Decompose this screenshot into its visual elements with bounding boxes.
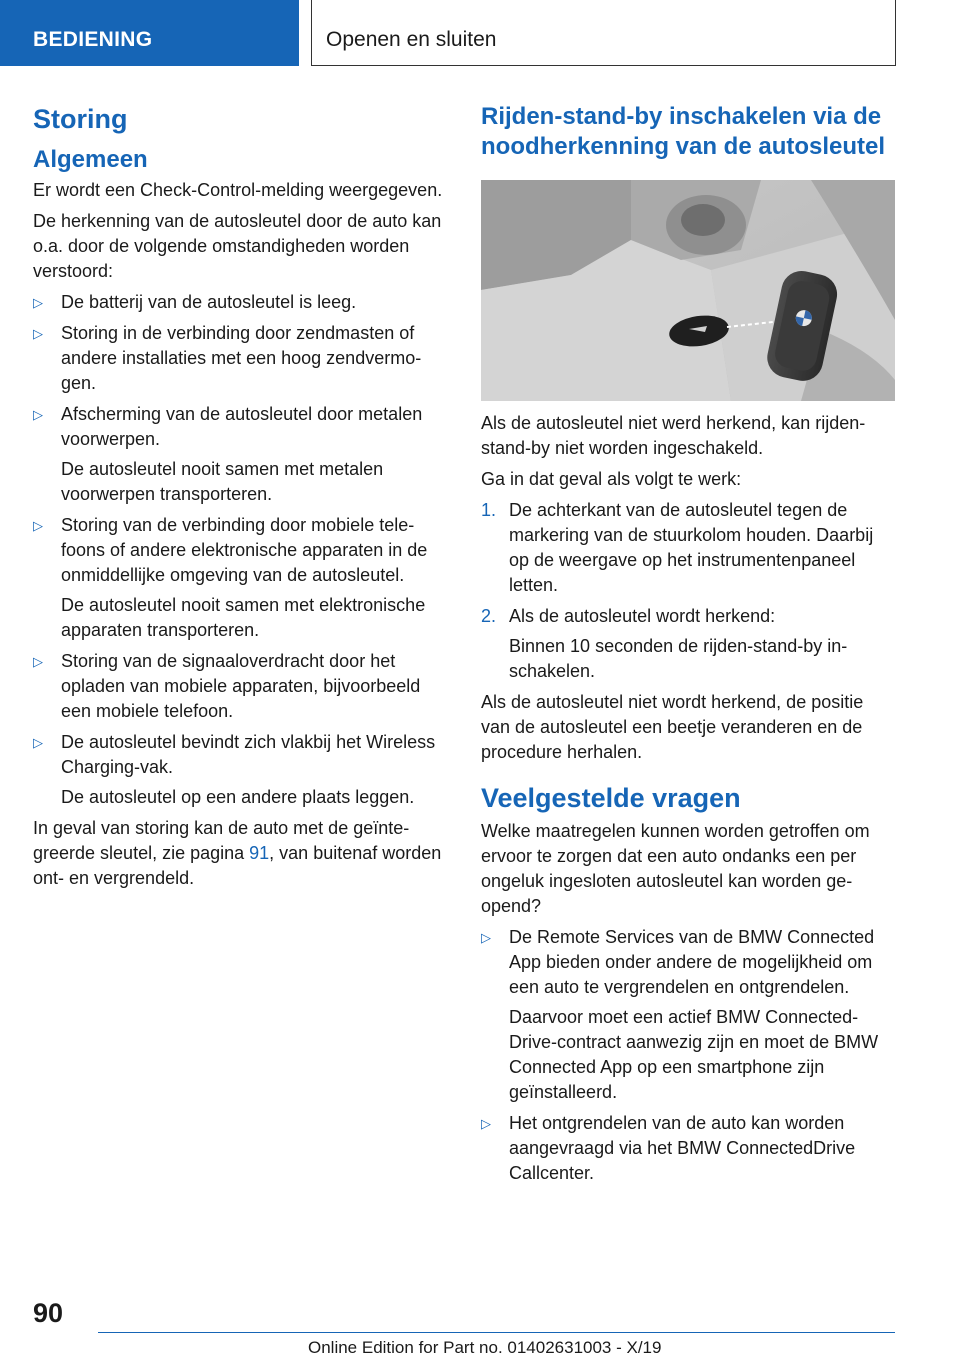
section-heading: Rijden-stand-by inschakelen via de noodherkenning van de autosleutel <box>481 103 886 160</box>
faq-title: Veelgestelde vragen <box>481 783 741 813</box>
right-column <box>481 100 895 1192</box>
paragraph <box>33 816 447 891</box>
triangle-bullet-icon: ▷ <box>33 654 43 669</box>
list-item <box>33 513 447 643</box>
list-item <box>33 290 447 315</box>
section-label: BEDIENING <box>33 28 153 51</box>
faq-bullet-list <box>481 925 895 1186</box>
page-reference-link[interactable]: 91 <box>249 843 270 863</box>
step-number: 1. <box>481 500 497 520</box>
list-item-text: Het ontgrendelen van de auto kan worden aangevraagd via het BMW ConnectedDrive Callcenter. <box>509 1113 856 1183</box>
paragraph-text: In geval van storing kan de auto met de geïntegreerde sleutel, zie pagina <box>33 818 410 863</box>
page-number: 90 <box>33 1298 64 1328</box>
page-header <box>0 0 960 66</box>
list-item-text: Storing van de verbinding door mobiele telefoons of andere elektronische apparaten in de onmiddellijke omgeving van de autosleutel. <box>61 515 428 585</box>
section-title: Storing <box>33 104 128 134</box>
step-item <box>481 604 895 684</box>
list-item-note: De autosleutel nooit samen met metalen voorwerpen transporteren. <box>61 459 384 504</box>
paragraph: Ga in dat geval als volgt te werk: <box>481 469 742 489</box>
paragraph-text: , van buitenaf worden ont- en vergrendeld. <box>33 843 442 888</box>
list-item-text: Storing in de verbinding door zendmasten of andere installaties met een hoog zendvermogen. <box>61 323 422 393</box>
faq-question: Welke maatregelen kunnen worden getroffen om ervoor te zorgen dat een auto ondanks een per ongeluk ingesloten autosleutel kan worden geopend? <box>481 821 870 916</box>
topic-tab <box>311 0 896 66</box>
step-number: 2. <box>481 606 497 626</box>
list-item-text: De autosleutel bevindt zich vlakbij het Wireless Charging-vak. <box>61 732 436 777</box>
paragraph: Als de autosleutel niet werd herkend, kan rijden-stand-by niet worden ingeschakeld. <box>481 413 866 458</box>
section-tab <box>0 0 299 66</box>
steering-column-key-illustration <box>481 180 895 401</box>
triangle-bullet-icon: ▷ <box>33 295 43 310</box>
list-item-note: Daarvoor moet een actief BMW ConnectedDrive-contract aanwezig zijn en moet de BMW Connected App op een smartphone zijn geïnstalleerd. <box>509 1007 879 1102</box>
step-item <box>481 498 895 598</box>
list-item-note: De autosleutel op een andere plaats leggen. <box>61 787 415 807</box>
triangle-bullet-icon: ▷ <box>33 518 43 533</box>
list-item-note: De autosleutel nooit samen met elektronische apparaten transporteren. <box>61 595 426 640</box>
triangle-bullet-icon: ▷ <box>481 930 491 945</box>
topic-label: Openen en sluiten <box>326 28 497 51</box>
footer-divider <box>98 1332 895 1333</box>
triangle-bullet-icon: ▷ <box>33 407 43 422</box>
step-note: Binnen 10 seconden de rijden-stand-by inschakelen. <box>509 636 848 681</box>
footer-edition: Online Edition for Part no. 01402631003 - X/19 <box>308 1338 662 1357</box>
triangle-bullet-icon: ▷ <box>33 326 43 341</box>
bullet-list <box>33 290 447 810</box>
left-column <box>33 100 447 897</box>
list-item <box>33 730 447 810</box>
list-item <box>33 402 447 507</box>
paragraph: Als de autosleutel niet wordt herkend, de positie van de autosleutel een beetje veranderen en de procedure herhalen. <box>481 692 864 762</box>
list-item <box>33 649 447 724</box>
list-item <box>33 321 447 396</box>
subsection-title: Algemeen <box>33 146 148 173</box>
paragraph: De herkenning van de autosleutel door de auto kan o.a. door de volgende omstandigheden worden verstoord: <box>33 211 442 281</box>
numbered-steps <box>481 498 895 684</box>
list-item-text: Afscherming van de autosleutel door metalen voorwerpen. <box>61 404 423 449</box>
list-item <box>481 1111 895 1186</box>
list-item-text: De batterij van de autosleutel is leeg. <box>61 292 357 312</box>
paragraph: Er wordt een Check-Control-melding weergegeven. <box>33 180 443 200</box>
list-item-text: Storing van de signaaloverdracht door het opladen van mobiele apparaten, bijvoorbeeld een mobiele telefoon. <box>61 651 421 721</box>
list-item-text: De Remote Services van de BMW Connected App bieden onder andere de mogelijkheid om een auto te vergrendelen en ontgrendelen. <box>509 927 875 997</box>
triangle-bullet-icon: ▷ <box>481 1116 491 1131</box>
list-item <box>481 925 895 1105</box>
step-text: Als de autosleutel wordt herkend: <box>509 606 776 626</box>
step-text: De achterkant van de autosleutel tegen de markering van de stuurkolom houden. Daarbij op de weergave op het instrumentenpaneel letten. <box>509 500 874 595</box>
triangle-bullet-icon: ▷ <box>33 735 43 750</box>
